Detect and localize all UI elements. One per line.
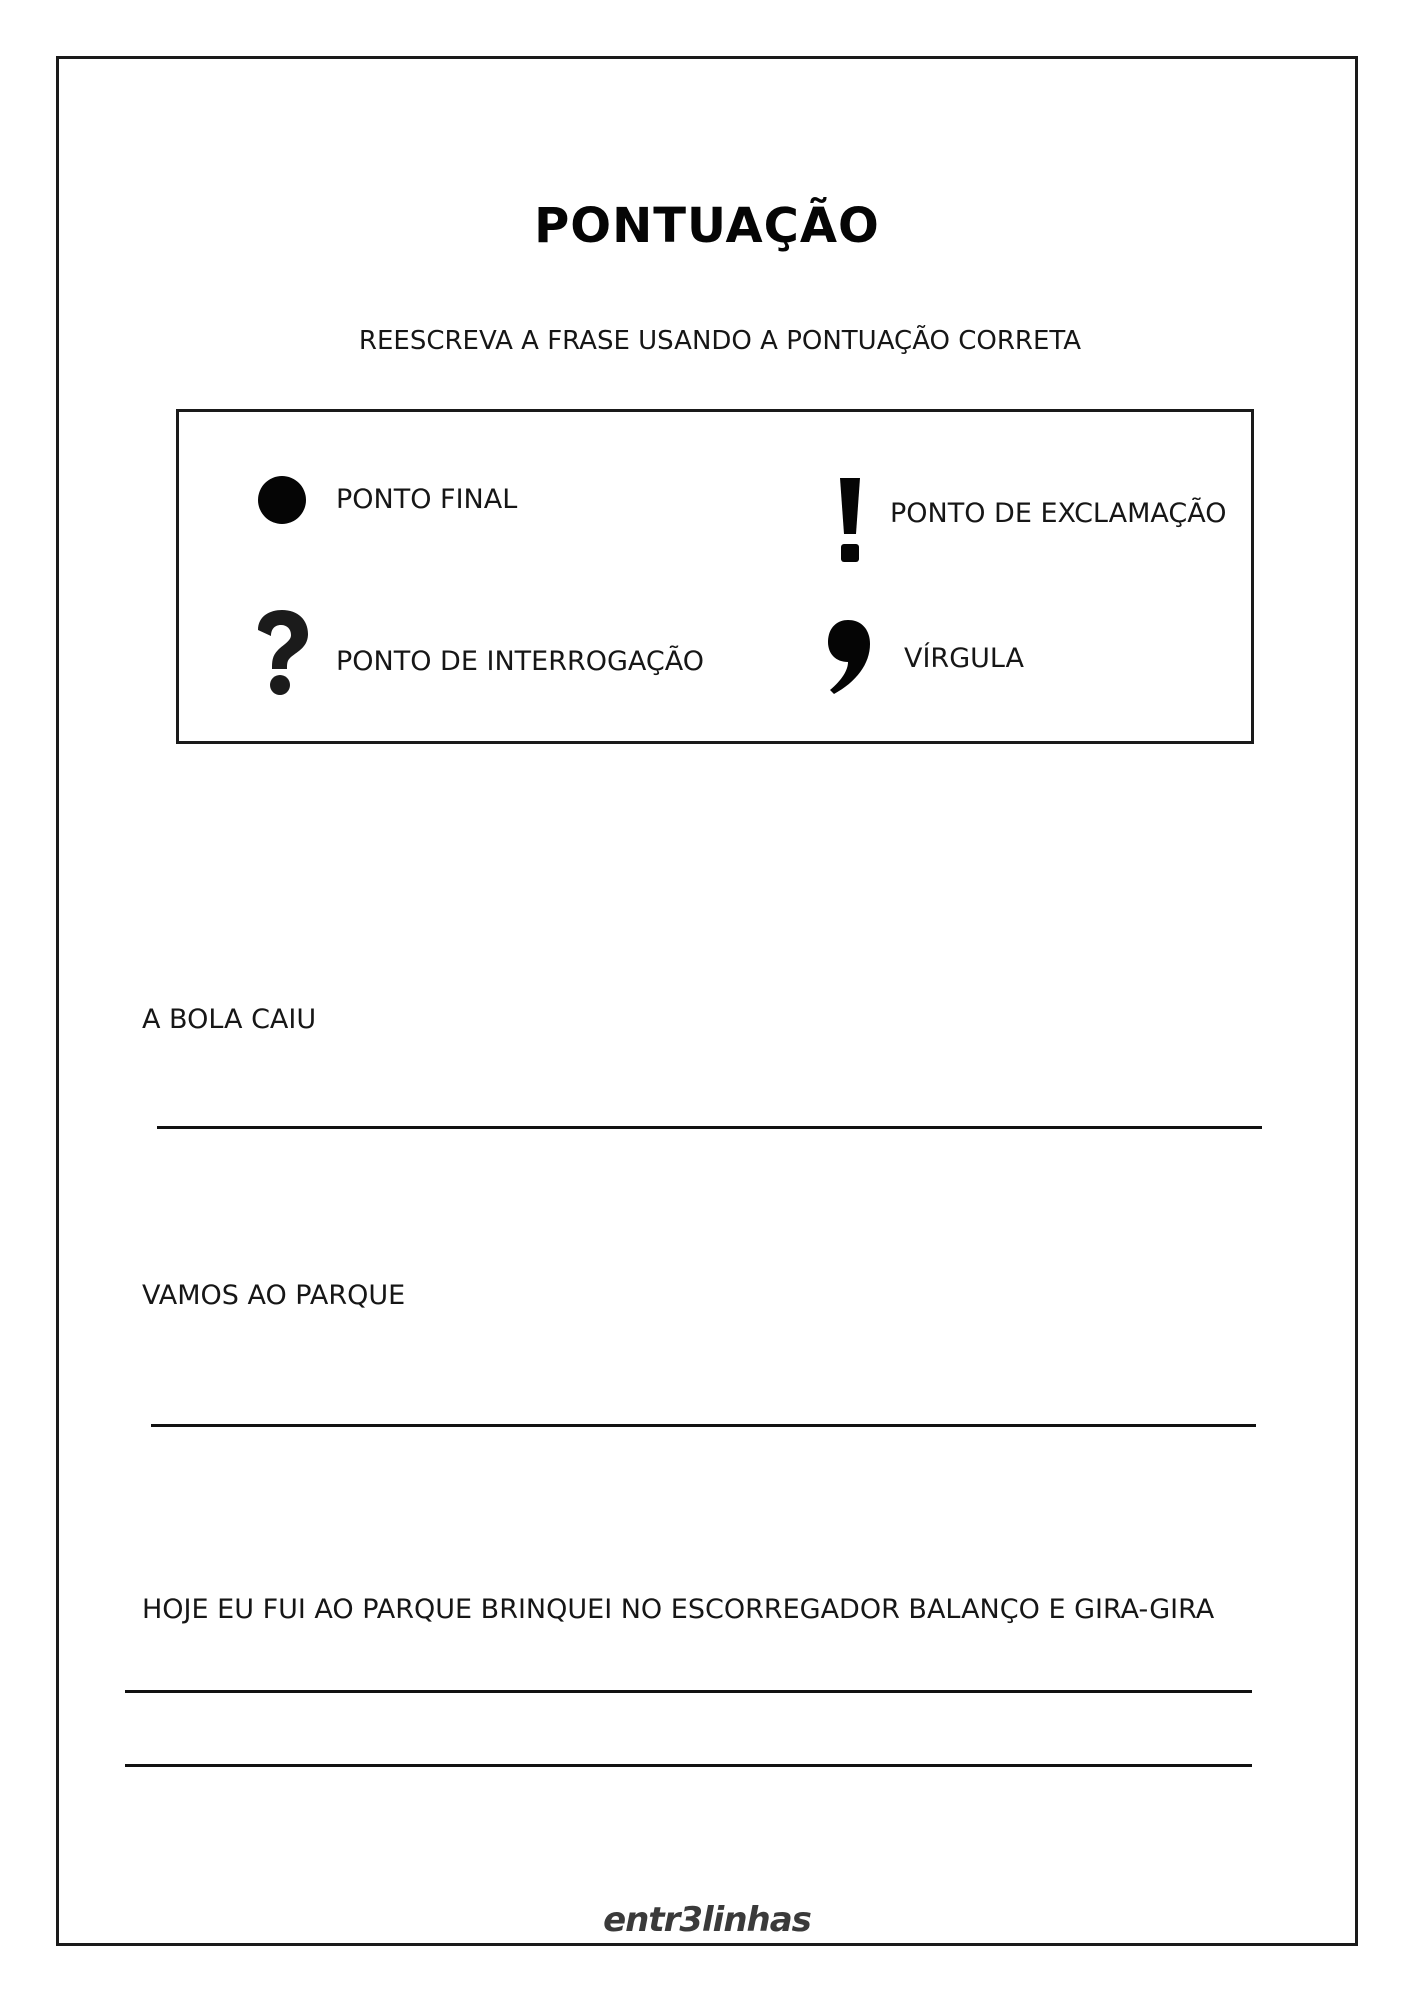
comma-icon	[822, 618, 872, 696]
legend-label-interrogacao: PONTO DE INTERROGAÇÃO	[336, 646, 704, 677]
answer-line-1[interactable]	[157, 1126, 1262, 1129]
worksheet-title: PONTUAÇÃO	[534, 198, 880, 254]
worksheet-instruction: REESCREVA A FRASE USANDO A PONTUAÇÃO CORRETA	[358, 326, 1082, 356]
answer-line-3b[interactable]	[125, 1764, 1252, 1767]
exercise-sentence-2: VAMOS AO PARQUE	[142, 1280, 406, 1311]
question-mark-icon	[250, 608, 312, 696]
ponto-final-icon	[256, 474, 308, 526]
punctuation-legend	[176, 409, 1254, 744]
entrelinhas-logo: entr3linhas	[603, 1900, 811, 1940]
legend-label-exclamacao: PONTO DE EXCLAMAÇÃO	[890, 498, 1227, 529]
legend-label-virgula: VÍRGULA	[904, 643, 1025, 674]
exercise-sentence-3: HOJE EU FUI AO PARQUE BRINQUEI NO ESCORREGADOR BALANÇO E GIRA-GIRA	[142, 1594, 1215, 1625]
answer-line-3a[interactable]	[125, 1690, 1252, 1693]
legend-label-ponto-final: PONTO FINAL	[336, 484, 518, 515]
answer-line-2[interactable]	[151, 1424, 1256, 1427]
exercise-sentence-1: A BOLA CAIU	[142, 1004, 317, 1035]
exclamation-icon	[836, 478, 864, 564]
